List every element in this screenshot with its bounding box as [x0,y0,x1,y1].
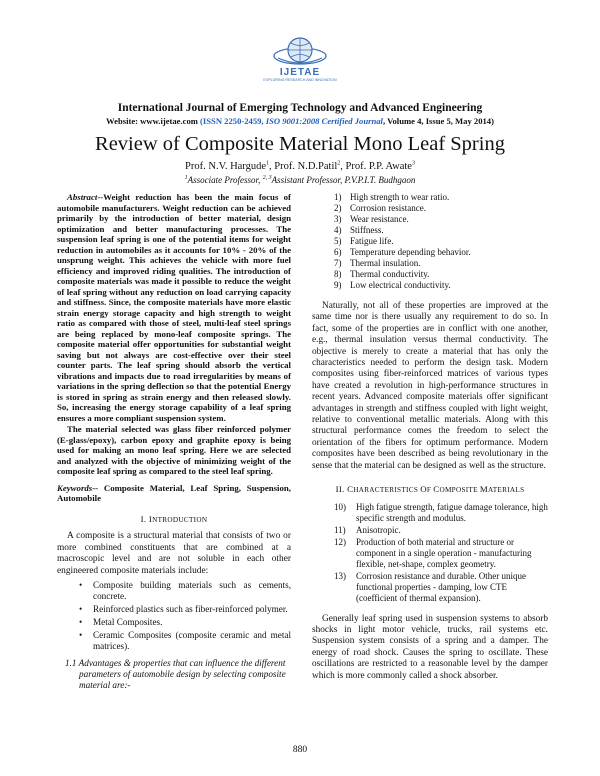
item-number: 9) [334,280,342,290]
composite-list [57,580,291,652]
volume-text: , Volume 4, Issue 5, May 2014) [382,116,494,126]
list-item: • Ceramic Composites (composite ceramic and metal matrices). [93,630,291,652]
list-item [334,214,548,225]
section-heading-introduction [57,514,291,526]
intro-body [57,531,291,577]
section-number: II. [335,484,348,495]
item-number: 6) [334,247,342,257]
keywords-text: Composite Material, Leaf Spring, Suspension, Automobile [57,482,291,503]
section-first: I [148,513,153,524]
list-item [334,280,548,291]
list-item [334,501,548,524]
author-3: , Prof. P.P. Awate [340,161,412,172]
leaf-spring-paragraph: Generally leaf spring used in suspension systems to absorb shocks in light motor vehicle, trucks, rail systems etc. Suspension system consists of a spring and a damper. The energy of road shock. Causes the spring to oscillate. These oscillations are restricted to a reasonable level by the damper which is more commonly called a shock absorber. [312,613,548,681]
list-item [334,524,548,536]
subsection-heading: 1.1 Advantages & properties that can influence the different parameters of automobile design by selecting composite material are:- [65,658,286,690]
item-text: Fatigue life. [350,236,394,246]
item-text: Low electrical conductivity. [350,280,451,290]
section-heading-characteristics [312,484,548,496]
sc-cap: C [433,484,440,495]
sc-rest: F [426,486,434,495]
item-text: Thermal insulation. [350,258,421,268]
item-text: Corrosion resistance and durable. Other unique functional properties - damping, low CTE (coefficient of thermal expansion). [356,570,526,603]
page-number: 880 [292,745,308,755]
item-text: High strength to wear ratio. [350,192,450,202]
list-item [334,258,548,269]
sc-cap: O [420,484,427,495]
sc-rest: OMPOSITE [439,486,480,495]
section-number: I. [140,513,149,524]
website-label: Website: [106,116,141,126]
item-number: 10) [334,501,346,512]
abstract-lead: Abstract [67,192,98,202]
list-item: • Composite building materials such as cements, concrete. [93,580,291,602]
paper-title: Review of Composite Material Mono Leaf Spring [95,133,505,155]
affil-sup-2: 2, 3 [262,175,272,181]
website-url[interactable]: www.ijetae.com [140,116,198,126]
iso-text: ISO 9001:2008 Certified Journal [265,116,383,126]
sc-cap: M [479,484,489,495]
journal-name: International Journal of Emerging Technology and Advanced Engineering [117,102,483,114]
list-item [334,247,548,258]
authors-line [0,160,600,173]
item-number: 11) [334,524,346,535]
author-1-sup: 1 [266,160,270,167]
properties-paragraph: Naturally, not all of these properties are improved at the same time nor is there usually any requirement to do so. In fact, some of the properties are in conflict with one another, e.g., thermal insulation versus thermal conductivity. The objective is merely to create a material that has only the characteristics needed to perform the design task. Modern composites using fiber-reinforced matrices of various types have created a revolution in high-performance structures in recent years. Advanced composite materials offer significant advantages in strength and stiffness coupled with light weight, relative to conventional metallic materials. Along with this structural performance comes the freedom to select the orientation of the fibers for optimum performance. Modern composites have been described as being revolutionary in the sense that the material can be designed as well as the structure. [312,301,548,471]
author-2-sup: 2 [337,160,341,167]
list-item: • Reinforced plastics such as fiber-reinforced polymer. [93,604,291,615]
list-item [334,192,548,203]
abstract [57,192,291,477]
item-text: High fatigue strength, fatigue damage tolerance, high specific strength and modulus. [356,501,548,523]
author-3-sup: 3 [411,160,415,167]
journal-website-line [0,115,600,127]
affiliation-line [0,174,600,186]
list-item: • Metal Composites. [93,617,291,628]
section-rest: NTRODUCTION [152,515,208,524]
affil-text-1: Associate Professor, [187,175,263,185]
item-text: Anisotropic. [356,524,401,535]
item-number: 13) [334,570,346,581]
sc-cap: C [347,484,354,495]
intro-paragraph: A composite is a structural material that consists of two or more combined constituents that are combined at a macroscopic level and are not soluble in each other engineered composite materials include: [57,531,291,576]
journal-logo [258,34,342,92]
item-number: 8) [334,269,342,279]
item-text: Corrosion resistance. [350,203,426,213]
affil-text-2: Assistant Professor, P.V.P.I.T. Budhgaon [271,175,416,185]
item-text: Stiffness. [350,225,384,235]
keywords [57,483,291,504]
globe-logo-icon [270,34,330,68]
item-number: 3) [334,214,342,224]
keywords-lead: Keywords-- [57,482,99,493]
item-number: 5) [334,236,342,246]
item-text: Temperature depending behavior. [350,247,471,257]
sc-rest: ATERIALS [488,486,525,495]
author-1: Prof. N.V. Hargude [185,161,267,172]
affil-sup-1: 1 [184,175,188,181]
item-text: Production of both material and structure or component in a single operation - manufacturing flexible, net-shape, complex geometry. [356,536,532,569]
item-number: 2) [334,203,342,213]
list-item [334,203,548,214]
list-item [334,536,548,570]
item-text: Wear resistance. [350,214,409,224]
item-text: Thermal conductivity. [350,269,430,279]
logo-subtitle: EXPLORING RESEARCH AND INNOVATION [263,78,337,82]
item-number: 12) [334,536,346,547]
abstract-para-1: --Weight reduction has been the main focus of automobile manufacturers. Weight reduction can be achieved primarily by the introduction of better material, design optimization and better manufacturing processes. The suspension leaf spring is one of the potential items for weight reduction in automobiles as it accounts for 10% - 20% of the unsprung weight. This achieves the vehicle with more fuel efficiency and improved riding qualities. The introduction of composite materials was made it possible to reduce the weight of leaf spring without any reduction on load carrying capacity and stiffness. Since, the composite materials have more elastic strain energy storage capacity and high strength to weight ratio as compared with those of steel, multi-leaf steel springs are being replaced by mono-leaf composite springs. The composite material offer opportunities for substantial weight saving but not always are cost-effective over their steel counter parts. The leaf spring should absorb the vertical vibrations and impacts due to road irregularities by means of variations in the spring deflection so that the potential Energy is stored in spring as strain energy and then released slowly. So, increasing the energy storage capability of a leaf spring ensures a more compliant suspension system. [57,192,291,423]
properties-list [312,192,548,291]
abstract-para-2: The material selected was glass fiber reinforced polymer (E-glass/epoxy), carbon epoxy and graphite epoxy is being used for making an mono leaf spring. Here we are selected and analyzed with the objective of minimizing weight of the composite leaf spring as compared to the steel leaf spring. [57,424,291,476]
sc-rest: HARACTERISTICS [353,486,421,495]
issn-text: (ISSN 2250-2459, [197,116,266,126]
right-column [312,192,548,682]
characteristics-list [312,502,548,604]
list-item [334,269,548,280]
list-item [334,236,548,247]
left-column [57,192,291,691]
logo-brand: IJETAE [279,67,321,78]
item-number: 4) [334,225,342,235]
item-number: 1) [334,192,342,202]
author-2: , Prof. N.D.Patil [269,161,338,172]
item-number: 7) [334,258,342,268]
list-item [334,225,548,236]
list-item [334,570,548,604]
